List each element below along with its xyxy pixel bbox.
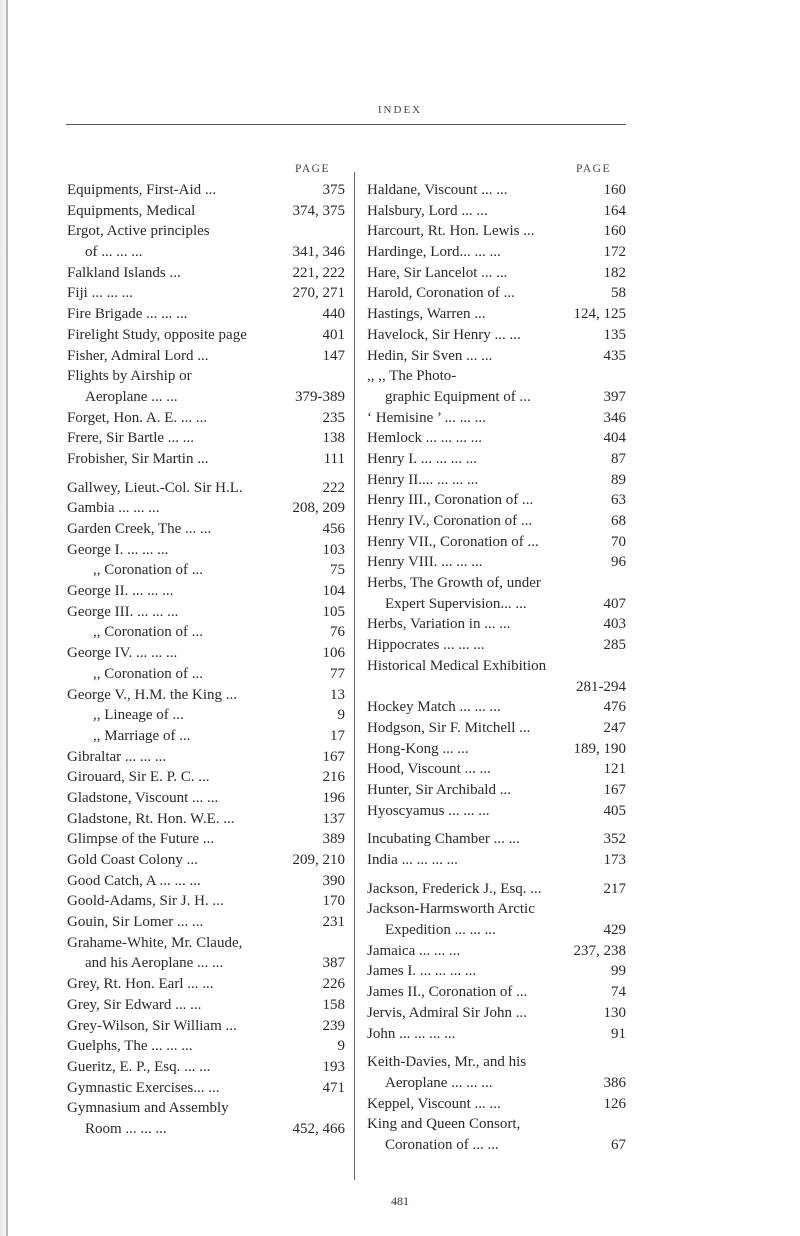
index-entry — [67, 933, 345, 954]
index-entry-text: George III. ... ... ... — [67, 603, 179, 620]
index-entry-page: 217 — [603, 880, 626, 897]
index-entry-text: Hunter, Sir Archibald ... — [367, 781, 511, 798]
index-entry — [67, 726, 345, 747]
index-entry-page: 281-294 — [576, 678, 626, 695]
index-entry-text: Garden Creek, The ... ... — [67, 521, 212, 537]
index-entry-text: Glimpse of the Future ... — [67, 831, 215, 848]
index-entry-page: 160 — [603, 223, 626, 240]
index-entry — [367, 850, 626, 871]
index-entry — [367, 304, 626, 325]
index-entry-page: 189, 190 — [573, 740, 626, 757]
index-entry-page: 138 — [322, 430, 345, 447]
page-number: 481 — [391, 1194, 409, 1208]
index-entry-text: Gueritz, E. P., Esq. ... ... — [67, 1058, 211, 1075]
index-entry — [67, 995, 345, 1016]
index-entry — [367, 263, 626, 284]
index-entry-text: Equipments, First-Aid ... — [67, 182, 217, 198]
index-entry-page: 471 — [322, 1079, 345, 1096]
index-entry — [67, 1098, 345, 1119]
index-entry-page: 193 — [322, 1058, 345, 1075]
index-entry-text: Jervis, Admiral Sir John ... — [367, 1004, 527, 1021]
index-entry-page: 209, 210 — [292, 852, 345, 868]
index-entry — [367, 829, 626, 850]
index-entry-page: 13 — [330, 686, 345, 703]
index-entry-page: 87 — [611, 450, 626, 467]
index-entry-page: 77 — [330, 665, 345, 682]
index-entry-text: Gouin, Sir Lomer ... ... — [67, 914, 204, 931]
index-entry — [67, 871, 345, 892]
index-entry-text: Hood, Viscount ... ... — [367, 761, 491, 778]
index-entry-text: Gladstone, Rt. Hon. W.E. ... — [67, 810, 235, 827]
index-entry — [67, 221, 345, 242]
index-entry-page: 103 — [322, 541, 345, 558]
index-entry — [367, 511, 626, 532]
index-entry-text: George I. ... ... ... — [67, 541, 169, 558]
index-entry — [367, 366, 626, 387]
index-entry — [367, 920, 626, 941]
index-entry-page: 346 — [603, 409, 626, 426]
index-entry-page: 182 — [603, 264, 626, 281]
index-entry-page: 106 — [322, 645, 345, 662]
index-entry-page: 135 — [603, 326, 626, 343]
index-entry — [367, 242, 626, 263]
index-entry-text: Expert Supervision... ... — [385, 595, 527, 612]
index-entry-text: James II., Coronation of ... — [367, 984, 528, 1001]
index-entry — [67, 1119, 345, 1140]
index-entry — [67, 829, 345, 850]
index-entry-text: Jackson-Harmsworth Arctic — [367, 901, 535, 918]
index-entry-text: Hemlock ... ... ... ... — [367, 430, 482, 447]
index-entry-text: Expedition ... ... ... — [385, 922, 496, 939]
index-entry-page: 130 — [603, 1004, 626, 1021]
index-entry-text: ,, ,, The Photo- — [367, 368, 457, 385]
index-entry — [67, 602, 345, 623]
index-entry-page: 440 — [322, 306, 345, 323]
index-entry-text: Henry III., Coronation of ... — [367, 492, 534, 509]
index-entry-text: and his Aeroplane ... ... — [85, 955, 224, 972]
index-entry-text: Forget, Hon. A. E. ... ... — [67, 409, 208, 426]
index-entry-page: 58 — [611, 285, 626, 302]
index-entry — [367, 697, 626, 718]
index-entry — [67, 850, 345, 871]
index-entry-text: John ... ... ... ... — [367, 1025, 456, 1042]
page-edge-line — [6, 0, 8, 1236]
index-entry-page: 239 — [322, 1017, 345, 1034]
index-entry-page: 341, 346 — [292, 244, 345, 261]
index-entry — [67, 974, 345, 995]
index-entry-page: 196 — [322, 789, 345, 806]
index-entry-text: Hastings, Warren ... — [367, 306, 486, 323]
index-entry-text: Hippocrates ... ... ... — [367, 637, 485, 654]
index-entry-page: 68 — [611, 513, 626, 529]
index-entry — [67, 304, 345, 325]
index-entry-text: Grey, Rt. Hon. Earl ... ... — [67, 976, 214, 993]
index-entry-text: Fisher, Admiral Lord ... — [67, 347, 209, 364]
index-entry — [367, 1024, 626, 1045]
right-index-column — [367, 180, 626, 1156]
page-header-title: INDEX — [377, 104, 423, 116]
index-entry-page: 247 — [603, 719, 626, 736]
index-entry — [67, 891, 345, 912]
index-entry-text: Keppel, Viscount ... ... — [367, 1095, 501, 1112]
index-entry — [367, 941, 626, 962]
left-index-column — [67, 180, 345, 1140]
index-entry-page: 91 — [611, 1025, 626, 1042]
index-entry-text: Gladstone, Viscount ... ... — [67, 789, 219, 806]
index-entry — [67, 685, 345, 706]
index-entry-text: Grey, Sir Edward ... ... — [67, 996, 202, 1013]
index-entry — [67, 705, 345, 726]
index-entry — [67, 283, 345, 304]
index-entry-page: 158 — [322, 996, 345, 1013]
index-entry-text: Hedin, Sir Sven ... ... — [367, 347, 493, 364]
index-entry-text: James I. ... ... ... ... — [367, 963, 477, 980]
index-entry-text: Aeroplane ... ... ... — [385, 1074, 493, 1091]
index-entry-page: 160 — [603, 182, 626, 198]
index-entry-text: Frobisher, Sir Martin ... — [67, 450, 209, 467]
index-entry-page: 235 — [322, 409, 345, 426]
index-entry-text: Fire Brigade ... ... ... — [67, 306, 188, 323]
index-entry-page: 221, 222 — [292, 264, 345, 281]
index-entry-text: George IV. ... ... ... — [67, 645, 178, 662]
index-entry — [367, 283, 626, 304]
index-entry — [367, 879, 626, 900]
right-column-page-heading: PAGE — [576, 163, 611, 175]
index-entry-page: 75 — [330, 562, 345, 579]
index-entry-text: Frere, Sir Bartle ... ... — [67, 430, 195, 447]
index-entry — [67, 622, 345, 643]
index-entry — [67, 1036, 345, 1057]
index-entry — [367, 899, 626, 920]
index-entry — [67, 953, 345, 974]
index-entry-page: 386 — [603, 1074, 626, 1091]
header-rule — [66, 124, 626, 125]
index-entry-page: 403 — [603, 616, 626, 633]
index-entry-page: 237, 238 — [573, 942, 626, 959]
index-entry-text: Jamaica ... ... ... — [367, 942, 461, 959]
index-entry-text: Hare, Sir Lancelot ... ... — [367, 264, 508, 281]
index-entry-text: Ergot, Active principles — [67, 223, 210, 240]
index-entry — [67, 346, 345, 367]
index-entry-page: 379-389 — [295, 388, 345, 405]
index-entry-text: Gibraltar ... ... ... — [67, 748, 167, 765]
index-entry — [67, 498, 345, 519]
column-divider — [354, 172, 355, 1180]
index-entry — [67, 767, 345, 788]
index-entry-page: 476 — [603, 699, 626, 716]
index-entry-text: Gold Coast Colony ... — [67, 852, 198, 868]
index-entry — [367, 573, 626, 594]
index-entry-page: 104 — [322, 583, 345, 600]
index-entry-text: Fiji ... ... ... — [67, 285, 133, 302]
index-entry-page: 407 — [603, 595, 626, 612]
index-entry-text: Coronation of ... ... — [385, 1136, 499, 1153]
index-entry — [367, 1052, 626, 1073]
index-entry-text: ,, Marriage of ... — [93, 727, 191, 744]
index-entry — [67, 449, 345, 470]
index-entry-page: 389 — [322, 831, 345, 848]
index-entry-text: Guelphs, The ... ... ... — [67, 1038, 193, 1055]
index-entry — [367, 1135, 626, 1156]
index-entry-text: of ... ... ... — [85, 244, 143, 261]
index-entry — [367, 759, 626, 780]
index-entry-text: Goold-Adams, Sir J. H. ... — [67, 893, 224, 910]
index-entry-page: 96 — [611, 554, 626, 571]
index-entry-page: 375 — [322, 182, 345, 198]
index-entry — [67, 912, 345, 933]
index-entry — [367, 180, 626, 201]
index-entry — [67, 664, 345, 685]
index-entry-page: 222 — [322, 479, 345, 496]
index-entry-text: ,, Lineage of ... — [93, 707, 184, 724]
index-entry-text: King and Queen Consort, — [367, 1116, 521, 1133]
index-entry-page: 164 — [603, 202, 626, 219]
index-entry — [67, 242, 345, 263]
index-entry-page: 70 — [611, 533, 626, 550]
index-entry — [367, 982, 626, 1003]
index-entry-text: Flights by Airship or — [67, 368, 192, 385]
index-entry-text: Harold, Coronation of ... — [367, 285, 515, 302]
index-entry-text: ,, Coronation of ... — [93, 624, 203, 641]
index-entry — [367, 221, 626, 242]
index-entry — [67, 643, 345, 664]
index-entry — [67, 478, 345, 499]
index-entry-page: 17 — [330, 727, 345, 744]
index-entry-page: 67 — [611, 1136, 626, 1153]
index-entry-text: Hodgson, Sir F. Mitchell ... — [367, 719, 531, 736]
index-entry — [367, 346, 626, 367]
index-entry — [67, 1057, 345, 1078]
left-column-page-heading: PAGE — [295, 163, 330, 175]
index-entry-page: 111 — [323, 450, 345, 467]
index-entry-page: 63 — [611, 492, 626, 509]
index-entry-page: 401 — [322, 326, 345, 343]
index-entry-text: India ... ... ... ... — [367, 852, 458, 868]
index-entry — [367, 718, 626, 739]
index-entry-text: Harcourt, Rt. Hon. Lewis ... — [367, 223, 535, 240]
index-entry — [67, 519, 345, 540]
index-entry-page: 397 — [603, 388, 626, 405]
index-entry-text: Henry VIII. ... ... ... — [367, 554, 483, 571]
index-entry — [67, 387, 345, 408]
index-entry-text: Henry II.... ... ... ... — [367, 471, 479, 488]
index-entry — [367, 387, 626, 408]
index-entry-text: Gallwey, Lieut.-Col. Sir H.L. — [67, 479, 243, 496]
index-entry-text: Henry I. ... ... ... ... — [367, 450, 477, 467]
index-entry-text: Firelight Study, opposite page — [67, 326, 247, 343]
index-entry — [367, 490, 626, 511]
index-entry-page: 121 — [603, 761, 626, 778]
index-entry — [367, 801, 626, 822]
index-entry — [367, 677, 626, 698]
index-entry-text: Henry VII., Coronation of ... — [367, 533, 539, 550]
index-entry-text: Incubating Chamber ... ... — [367, 831, 520, 848]
index-entry — [67, 201, 345, 222]
index-entry-text: Room ... ... ... — [85, 1120, 167, 1137]
index-entry-page: 270, 271 — [292, 285, 345, 302]
index-entry-text: Aeroplane ... ... — [85, 388, 178, 405]
index-entry-page: 170 — [322, 893, 345, 910]
index-entry-text: ,, Coronation of ... — [93, 562, 203, 579]
index-entry-text: Jackson, Frederick J., Esq. ... — [367, 880, 542, 897]
index-entry — [367, 1094, 626, 1115]
index-entry-page: 89 — [611, 471, 626, 488]
index-entry — [67, 809, 345, 830]
index-entry-page: 285 — [603, 637, 626, 654]
index-entry-text: Gambia ... ... ... — [67, 500, 160, 517]
index-entry — [67, 581, 345, 602]
index-entry — [367, 408, 626, 429]
index-entry-page: 99 — [611, 963, 626, 980]
index-entry — [367, 614, 626, 635]
index-entry-text: Hong-Kong ... ... — [367, 740, 469, 757]
index-entry — [67, 560, 345, 581]
index-entry-text: Herbs, The Growth of, under — [367, 575, 541, 592]
index-entry — [67, 788, 345, 809]
index-entry — [67, 408, 345, 429]
index-entry-text: Historical Medical Exhibition — [367, 657, 547, 674]
index-entry — [67, 263, 345, 284]
index-entry-text: George V., H.M. the King ... — [67, 686, 237, 703]
index-entry — [67, 428, 345, 449]
index-entry — [67, 1078, 345, 1099]
index-entry-page: 456 — [322, 521, 345, 537]
index-entry-page: 429 — [603, 922, 626, 939]
index-entry-page: 374, 375 — [292, 202, 345, 219]
index-entry — [367, 739, 626, 760]
index-entry-page: 124, 125 — [573, 306, 626, 323]
index-entry-text: Grey-Wilson, Sir William ... — [67, 1017, 237, 1034]
index-entry — [367, 532, 626, 553]
index-entry-page: 76 — [330, 624, 345, 641]
index-entry — [67, 180, 345, 201]
index-entry-page: 387 — [322, 955, 345, 972]
index-entry — [367, 428, 626, 449]
index-entry-page: 167 — [322, 748, 345, 765]
index-entry-text: Falkland Islands ... — [67, 264, 181, 281]
index-entry-page: 452, 466 — [292, 1120, 345, 1137]
index-entry-page: 405 — [603, 802, 626, 819]
index-entry-page: 172 — [603, 244, 626, 261]
index-entry-text: Hockey Match ... ... ... — [367, 699, 501, 716]
index-entry-text: Hardinge, Lord... ... ... — [367, 244, 501, 261]
index-entry-text: ,, Coronation of ... — [93, 665, 203, 682]
index-entry — [67, 366, 345, 387]
index-entry — [67, 747, 345, 768]
index-entry-text: Gymnasium and Assembly — [67, 1100, 229, 1117]
index-entry-text: Gymnastic Exercises... ... — [67, 1079, 220, 1096]
index-entry-page: 435 — [603, 347, 626, 364]
index-entry-text: ‘ Hemisine ’ ... ... ... — [367, 409, 486, 426]
index-entry-text: Girouard, Sir E. P. C. ... — [67, 769, 210, 786]
index-entry-page: 126 — [603, 1095, 626, 1112]
index-entry-text: Good Catch, A ... ... ... — [67, 872, 201, 889]
index-entry-page: 208, 209 — [292, 500, 345, 517]
index-entry — [367, 961, 626, 982]
index-entry — [367, 325, 626, 346]
index-entry-page: 352 — [603, 831, 626, 848]
index-entry — [67, 540, 345, 561]
index-entry-page: 9 — [337, 707, 345, 724]
index-entry — [67, 1016, 345, 1037]
index-entry-page: 167 — [603, 781, 626, 798]
index-entry-text: Haldane, Viscount ... ... — [367, 182, 508, 198]
index-entry — [367, 1114, 626, 1135]
index-entry — [367, 1003, 626, 1024]
index-entry-page: 137 — [322, 810, 345, 827]
index-entry-text: Hyoscyamus ... ... ... — [367, 802, 490, 819]
index-entry-text: Henry IV., Coronation of ... — [367, 513, 533, 529]
index-entry — [367, 780, 626, 801]
index-entry — [367, 656, 626, 677]
index-entry — [367, 594, 626, 615]
index-entry-page: 226 — [322, 976, 345, 993]
index-entry-page: 147 — [322, 347, 345, 364]
index-entry-page: 9 — [337, 1038, 345, 1055]
index-entry-page: 173 — [603, 852, 626, 868]
index-entry — [67, 325, 345, 346]
index-entry-text: Halsbury, Lord ... ... — [367, 202, 488, 219]
index-entry-page: 231 — [322, 914, 345, 931]
index-entry-page: 390 — [322, 872, 345, 889]
index-entry-text: George II. ... ... ... — [67, 583, 174, 600]
index-entry-text: graphic Equipment of ... — [385, 388, 531, 405]
index-entry-text: Havelock, Sir Henry ... ... — [367, 326, 521, 343]
index-entry — [367, 1073, 626, 1094]
index-entry-page: 404 — [603, 430, 626, 447]
index-entry — [367, 449, 626, 470]
index-entry — [367, 201, 626, 222]
index-entry — [367, 552, 626, 573]
index-entry-page: 105 — [322, 603, 345, 620]
index-entry — [367, 635, 626, 656]
index-entry-text: Keith-Davies, Mr., and his — [367, 1054, 527, 1071]
index-entry-text: Grahame-White, Mr. Claude, — [67, 934, 243, 951]
index-entry-text: Equipments, Medical — [67, 202, 196, 219]
index-entry — [367, 470, 626, 491]
index-entry-text: Herbs, Variation in ... ... — [367, 616, 511, 633]
index-entry-page: 74 — [611, 984, 626, 1001]
index-entry-page: 216 — [322, 769, 345, 786]
